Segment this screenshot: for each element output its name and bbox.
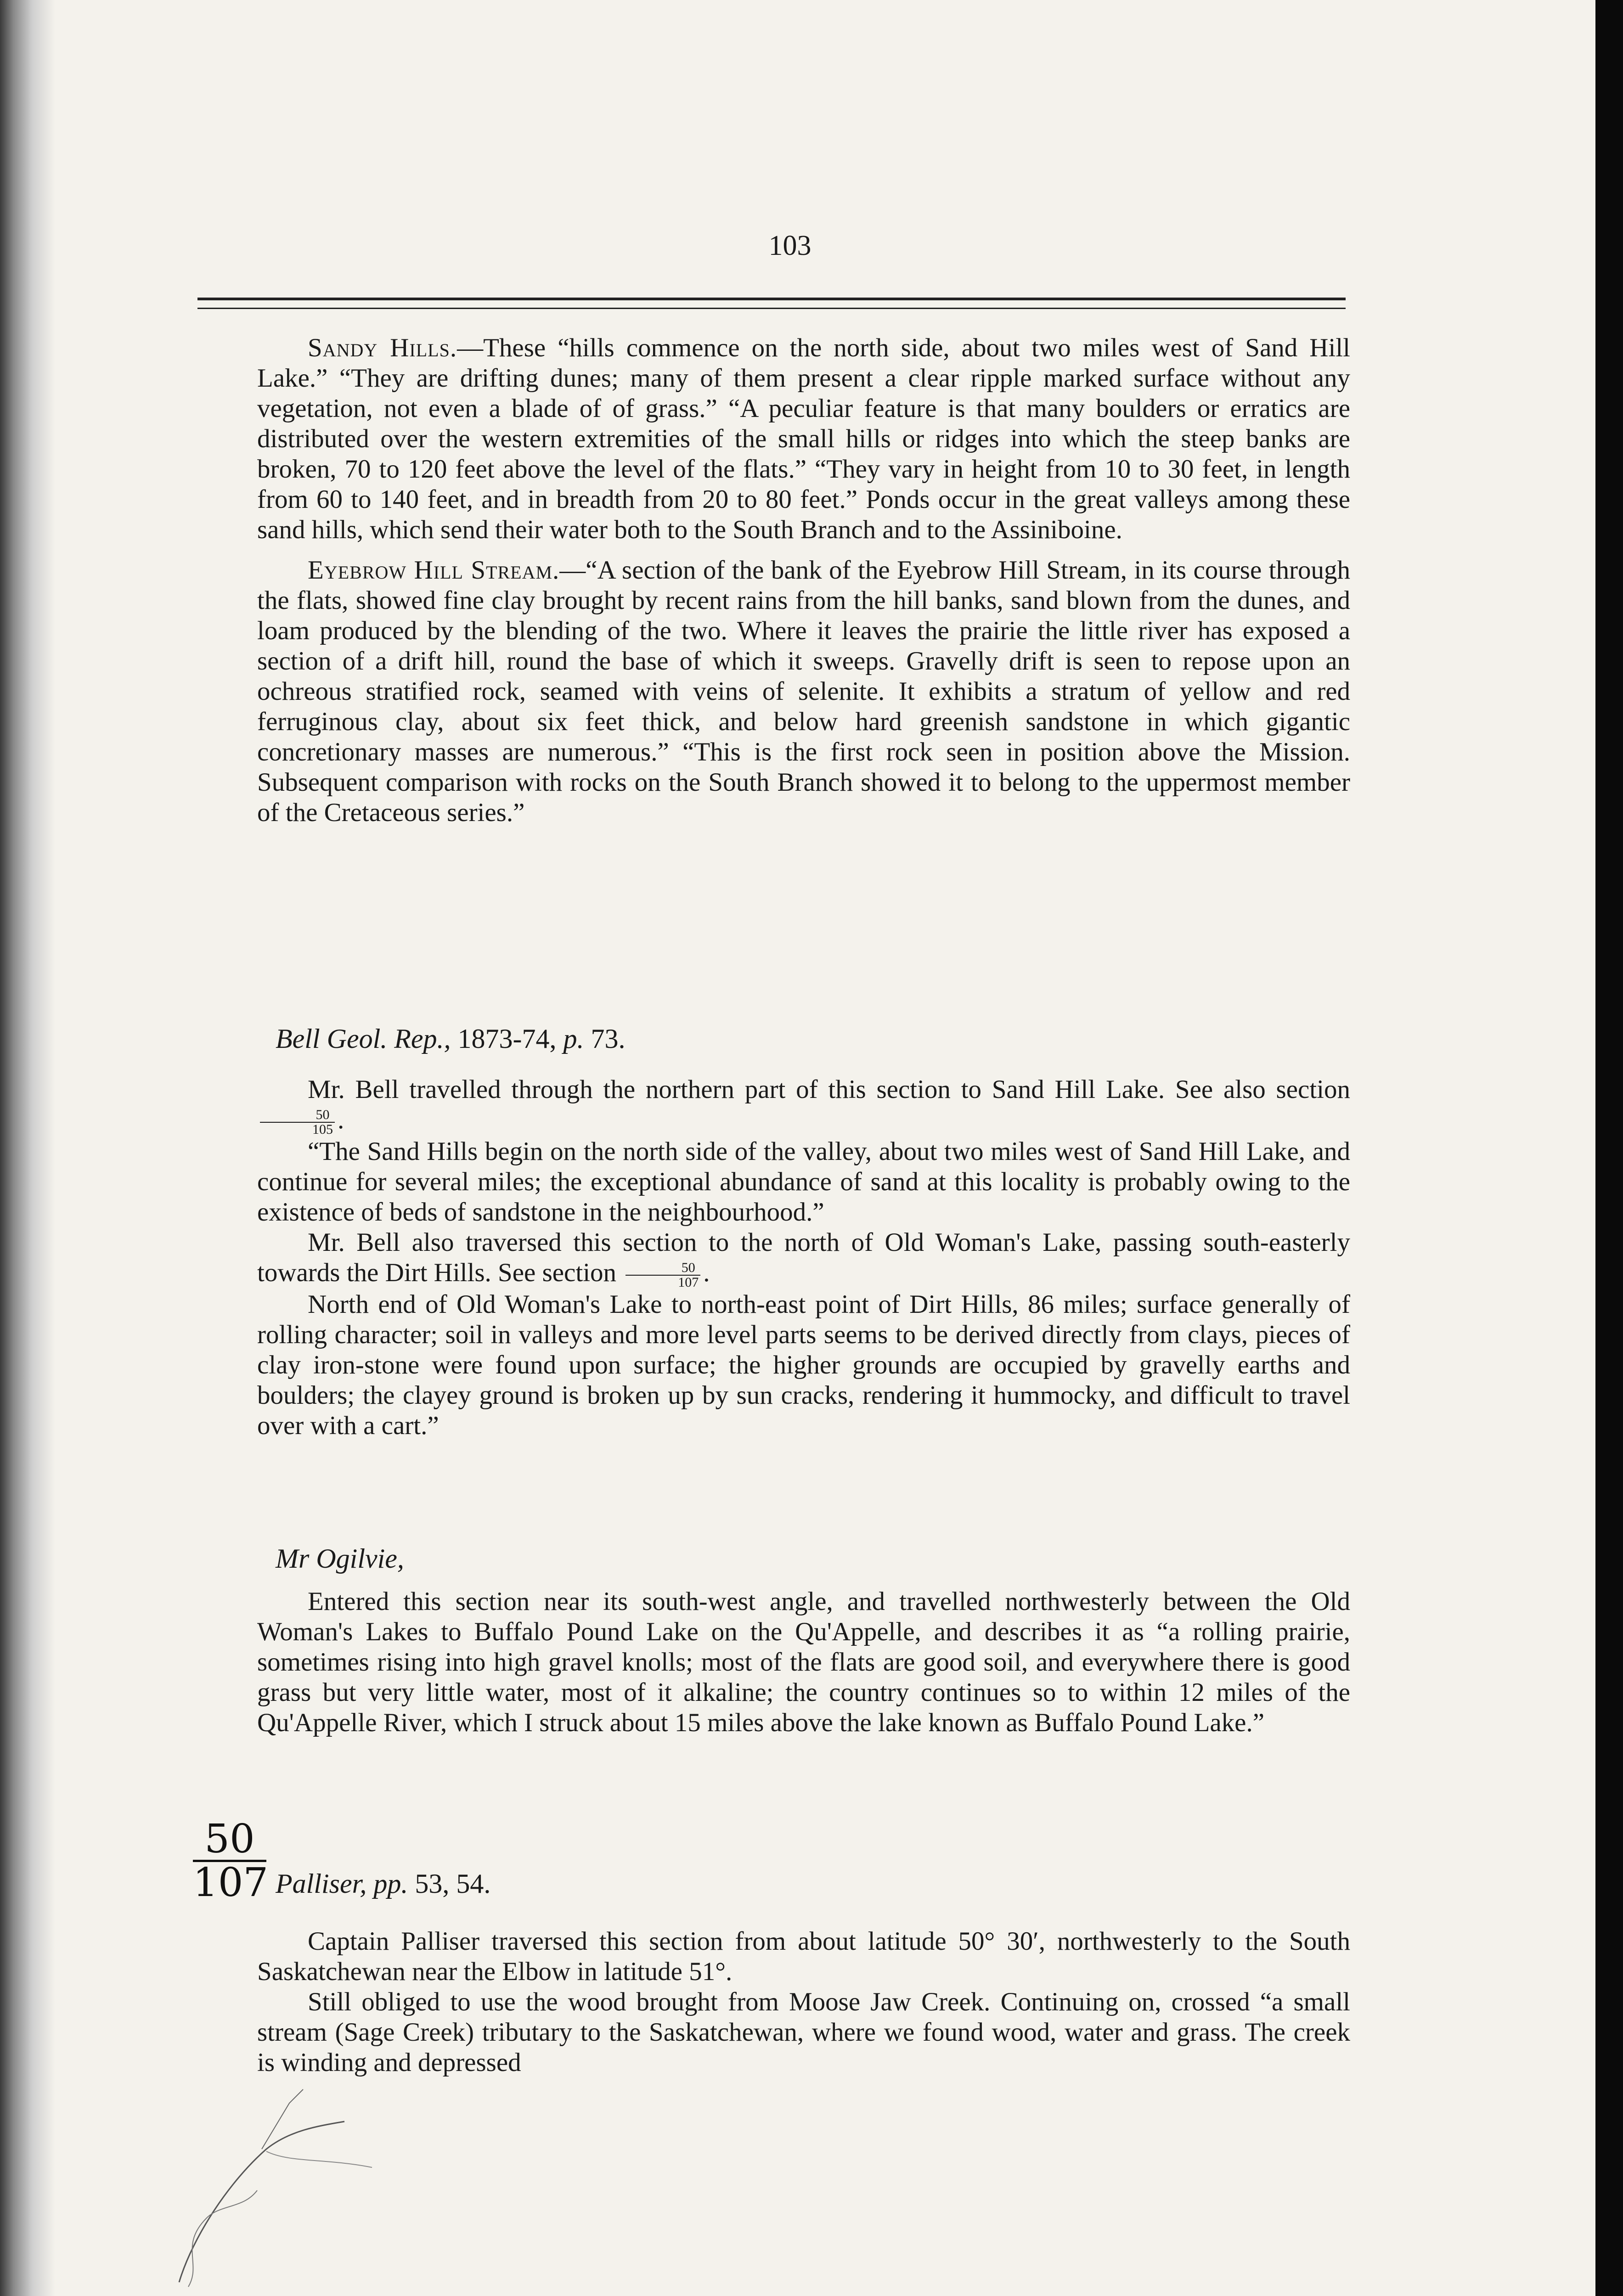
sandy-hills-section [257, 333, 1350, 828]
sandy-hills-heading: Sandy Hills. [308, 333, 457, 362]
eyebrow-heading: Eyebrow Hill Stream. [308, 556, 560, 585]
bell-section [257, 1075, 1350, 1441]
bell-ref-page: 73. [584, 1024, 626, 1054]
header-rule-thin [197, 308, 1346, 309]
bell-p1-text: Mr. Bell travelled through the northern part of this section to Sand Hill Lake. See also section [308, 1075, 1350, 1104]
margin-section-numerator: 50 [193, 1818, 266, 1862]
eyebrow-paragraph [257, 555, 1350, 828]
bell-paragraph-1 [257, 1075, 1350, 1137]
margin-section-denominator: 107 [193, 1860, 269, 1906]
bell-p3-end: . [703, 1258, 710, 1287]
ogilvie-section [257, 1587, 1350, 1738]
fraction-denominator: 107 [678, 1274, 699, 1290]
fraction-denominator: 105 [312, 1121, 333, 1137]
bell-ref-p: p. [563, 1024, 584, 1054]
palliser-section [257, 1926, 1350, 2078]
palliser-paragraph-2: Still obliged to use the wood brought from Moose Jaw Creek. Continuing on, crossed “a small stream (Sage Creek) tributary to the Saskatchewan, where we found wood, water and grass. The creek is winding and depressed [257, 1987, 1350, 2077]
page-binding-shadow [0, 0, 55, 2296]
ogilvie-paragraph: Entered this section near its south-west angle, and travelled northwesterly between the Old Woman's Lakes to Buffalo Pound Lake on the Qu'Appelle, and describes it as “a rolling prairie, sometimes rising into high gravel knolls; most of the flats are good soil, and everywhere there is good grass but very little water, most of it alkaline; the country continues so to within 12 miles of the Qu'Appelle River, which I struck about 15 miles above the lake known as Buffalo Pound Lake.” [257, 1587, 1350, 1737]
bell-reference [276, 1023, 626, 1055]
pencil-sketch-marks [152, 2071, 390, 2296]
section-fraction-107 [626, 1261, 700, 1289]
palliser-paragraph-1: Captain Palliser traversed this section from about latitude 50° 30′, northwesterly to the South Saskatchewan near the Elbow in latitude 51°. [257, 1927, 1350, 1986]
bell-paragraph-2: “The Sand Hills begin on the north side of the valley, about two miles west of Sand Hill Lake, and continue for several miles; the exceptional abundance of sand at this locality is probably owing to the existence of beds of sandstone in the neighbourhood.” [257, 1137, 1350, 1227]
page-number: 103 [768, 230, 812, 261]
sandy-hills-paragraph [257, 333, 1350, 545]
ogilvie-reference: Mr Ogilvie, [276, 1543, 404, 1574]
header-rule [197, 298, 1346, 300]
palliser-reference [276, 1868, 490, 1900]
bell-paragraph-4: North end of Old Woman's Lake to north-east point of Dirt Hills, 86 miles; surface generally of rolling character; soil in valleys and more level parts seems to be derived directly from clays, pieces of clay iron-stone were found upon surface; the higher grounds are occupied by gravelly earths and boulders; the clayey ground is broken up by sun cracks, rendering it hummocky, and difficult to travel over with a cart.” [257, 1289, 1350, 1440]
eyebrow-text: —“A section of the bank of the Eyebrow Hill Stream, in its course through the flats, showed fine clay brought by recent rains from the hill banks, sand blown from the dunes, and loam produced by the blending of the two. Where it leaves the prairie the little river has exposed a section of a drift hill, round the base of which it sweeps. Gravelly drift is seen to repose upon an ochreous stratified rock, seamed with veins of selenite. It exhibits a stratum of yellow and red ferruginous clay, about six feet thick, and below hard greenish sandstone in which gigantic concretionary masses are numerous.” “This is the first rock seen in position above the Mission. Subsequent comparison with rocks on the South Branch showed it to belong to the uppermost member of the Cretaceous series.” [257, 556, 1350, 827]
palliser-ref-title: Palliser, pp. [276, 1868, 408, 1899]
bell-paragraph-3 [257, 1227, 1350, 1289]
fraction-numerator: 50 [260, 1108, 335, 1123]
sandy-hills-text: —These “hills commence on the north side, about two miles west of Sand Hill Lake.” “They are drifting dunes; many of them present a clear ripple marked surface without any vegetation, not even a blade of of grass.” “A peculiar feature is that many boulders or erratics are distributed over the western extremities of the small hills or ridges into which the steep banks are broken, 70 to 120 feet above the level of the flats.” “They vary in height from 10 to 30 feet, in length from 60 to 140 feet, and in breadth from 20 to 80 feet.” Ponds occur in the great valleys among these sand hills, which send their water both to the South Branch and to the Assiniboine. [257, 333, 1350, 544]
bell-p1-end: . [338, 1105, 344, 1134]
bell-p3-text: Mr. Bell also traversed this section to the north of Old Woman's Lake, passing south-easterly towards the Dirt Hills. See section [257, 1227, 1350, 1287]
bell-ref-title: Bell Geol. Rep., [276, 1024, 451, 1054]
section-fraction-105 [260, 1108, 335, 1137]
margin-section-number [193, 1816, 269, 1906]
bell-ref-years: 1873-74, [451, 1024, 564, 1054]
palliser-ref-pages: 53, 54. [408, 1868, 491, 1899]
scan-border-right [1595, 0, 1623, 2296]
fraction-numerator: 50 [626, 1261, 700, 1276]
